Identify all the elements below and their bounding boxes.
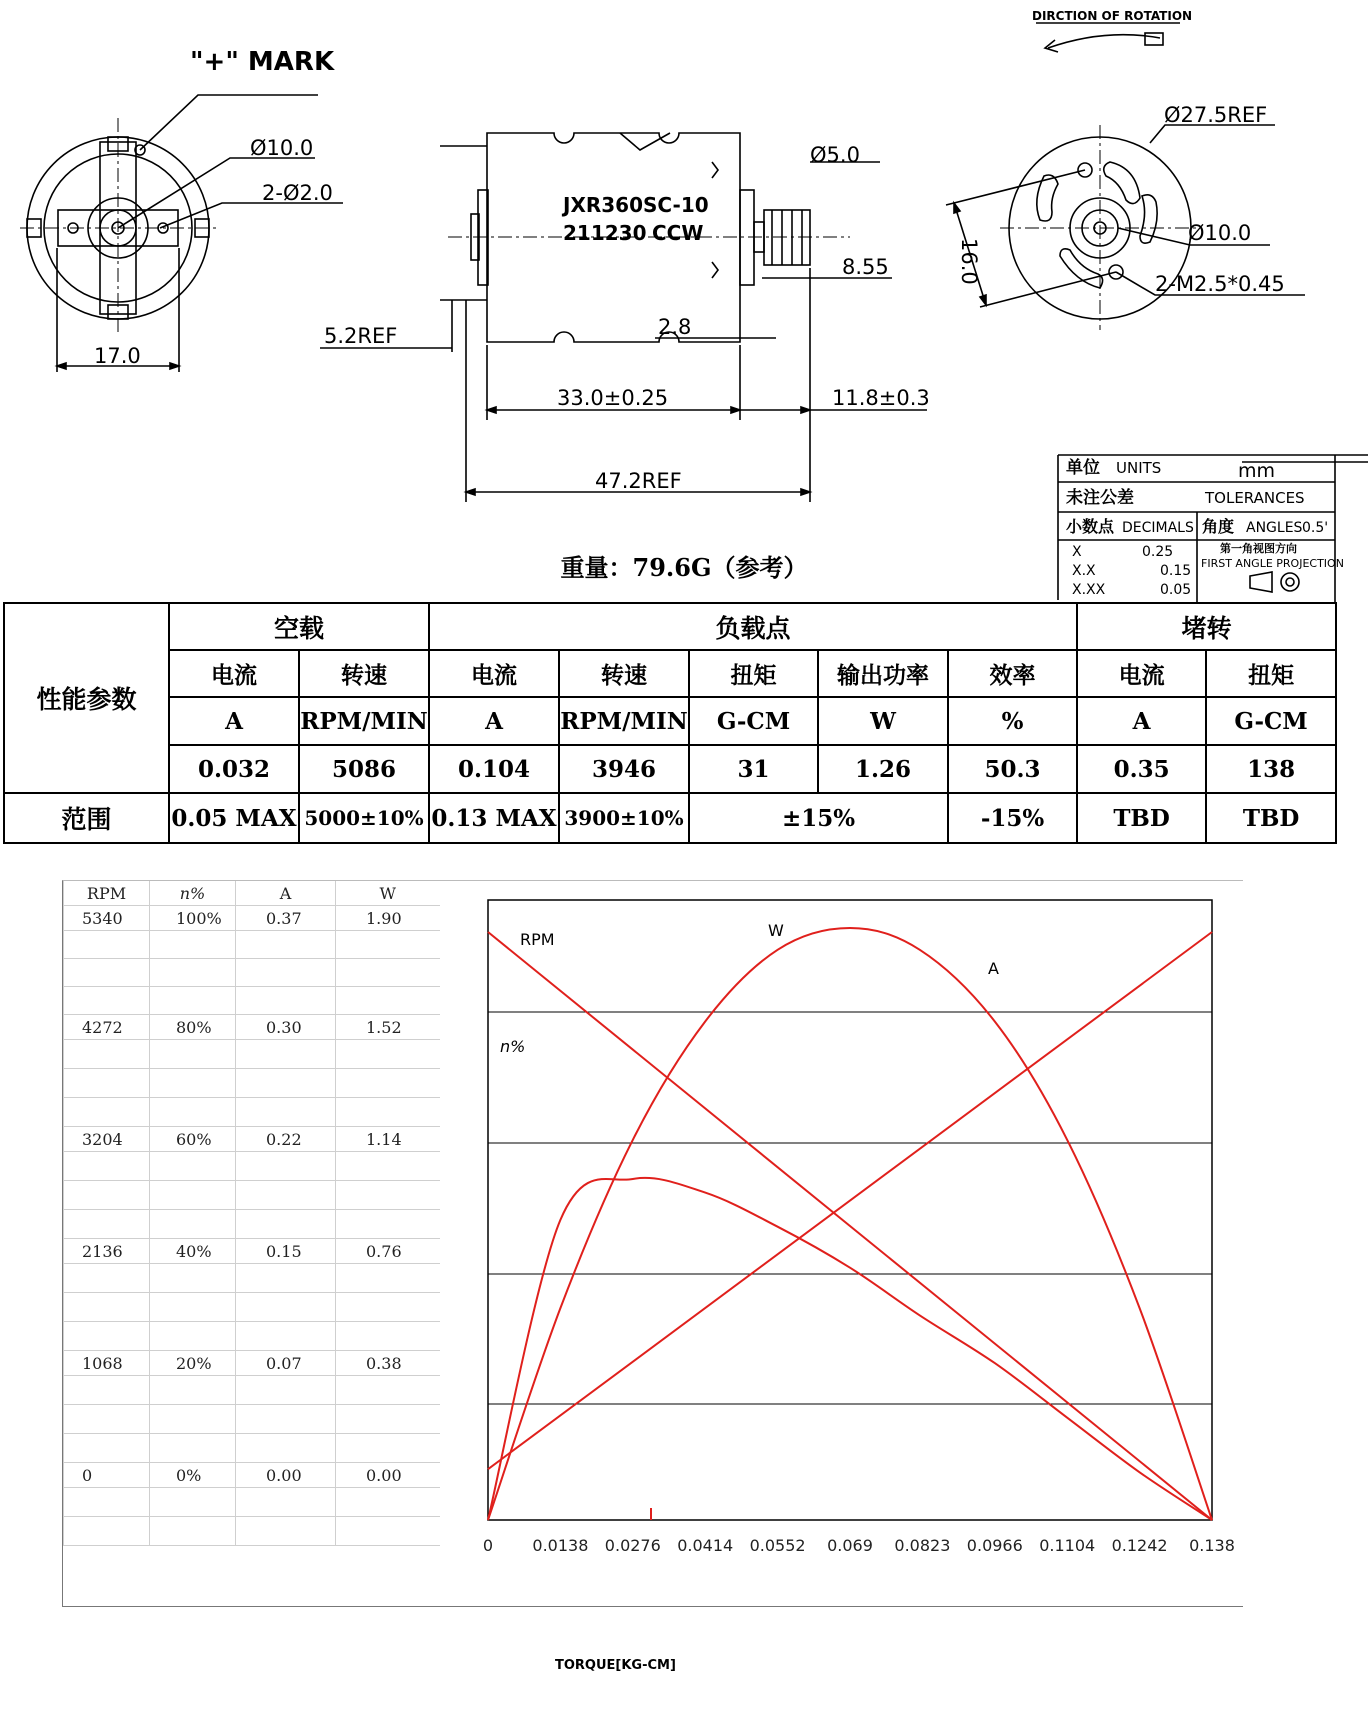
decimals-en: DECIMALS <box>1122 520 1194 536</box>
scale-cell: 5340 <box>64 906 150 931</box>
scale-cell: 80% <box>150 1015 236 1040</box>
curve-rpm <box>488 932 1212 1520</box>
range-cell: TBD <box>1206 793 1336 843</box>
header-cell: 扭矩 <box>689 650 818 697</box>
range-cell: 5000±10% <box>299 793 429 843</box>
range-cell: TBD <box>1077 793 1206 843</box>
tolerance-cn: 未注公差 <box>1066 488 1134 508</box>
angles-cn: 角度 <box>1202 517 1235 536</box>
front-hub-dim: Ø10.0 <box>250 136 314 160</box>
header-cell: 电流 <box>169 650 299 697</box>
value-cell: 5086 <box>299 745 429 793</box>
series-label-w: W <box>768 921 784 940</box>
value-cell: 0.104 <box>429 745 559 793</box>
value-cell: 3946 <box>559 745 689 793</box>
header-cell: 输出功率 <box>818 650 948 697</box>
units-value: mm <box>1238 460 1276 482</box>
scale-header-cell: n% <box>150 881 236 906</box>
scale-cell: 0% <box>150 1463 236 1488</box>
scale-cell: 1068 <box>64 1351 150 1376</box>
performance-table <box>3 602 1337 844</box>
scale-cell: 0.37 <box>236 906 336 931</box>
rear-spacing-dim: 16.0 <box>957 238 981 285</box>
series-label-rpm: RPM <box>520 930 555 949</box>
tol-key-x: X <box>1072 544 1082 560</box>
scale-cell: 0.00 <box>336 1463 440 1488</box>
group-stall: 堵转 <box>1077 603 1336 650</box>
value-cell: 0.35 <box>1077 745 1206 793</box>
scale-cell: 0.76 <box>336 1239 440 1264</box>
code-text: 211230 <box>563 221 647 245</box>
units-en: UNITS <box>1116 459 1162 477</box>
scale-cell: 0.30 <box>236 1015 336 1040</box>
scale-cell: 0.00 <box>236 1463 336 1488</box>
scale-cell: 40% <box>150 1239 236 1264</box>
scale-cell: 4272 <box>64 1015 150 1040</box>
x-axis-label: TORQUE[KG-CM] <box>555 1658 676 1673</box>
tol-key-xx: X.X <box>1072 563 1096 579</box>
plot-border <box>488 900 1212 1520</box>
tol-val-xxx: 0.05 <box>1160 582 1192 598</box>
direction-text: CCW <box>652 221 704 245</box>
unit-cell: A <box>429 697 559 745</box>
header-cell: 扭矩 <box>1206 650 1336 697</box>
tol-key-xxx: X.XX <box>1072 582 1106 598</box>
unit-cell: % <box>948 697 1077 745</box>
x-tick-label: 0.1242 <box>1111 1536 1168 1555</box>
rotation-arrow <box>1036 23 1180 52</box>
scale-cell: 0.15 <box>236 1239 336 1264</box>
scale-cell: 1.14 <box>336 1127 440 1152</box>
dim-total-length: 47.2REF <box>595 469 682 493</box>
value-cell: 31 <box>689 745 818 793</box>
dim-shaft-length: 11.8±0.3 <box>832 386 930 410</box>
units-cn: 单位 <box>1066 458 1100 478</box>
scale-cell: 60% <box>150 1127 236 1152</box>
range-cell: -15% <box>948 793 1077 843</box>
range-cell: 0.05 MAX <box>169 793 299 843</box>
angles-value: 0.5' <box>1302 520 1329 536</box>
scale-cell: 100% <box>150 906 236 931</box>
x-tick-label: 0.069 <box>827 1536 873 1555</box>
rotation-label: DIRCTION OF ROTATION <box>1032 9 1193 23</box>
tol-val-xx: 0.15 <box>1160 563 1192 579</box>
unit-cell: G-CM <box>1206 697 1336 745</box>
scale-header-cell: RPM <box>64 881 150 906</box>
rear-hub-dim: Ø10.0 <box>1188 221 1252 245</box>
header-cell: 电流 <box>429 650 559 697</box>
front-width-dim: 17.0 <box>94 344 141 368</box>
x-tick-label: 0.0966 <box>966 1536 1023 1555</box>
scale-cell: 0.38 <box>336 1351 440 1376</box>
decimals-cn: 小数点 <box>1066 517 1115 536</box>
shaft-diameter-dim: Ø5.0 <box>810 143 860 167</box>
x-tick-label: 0.1104 <box>1039 1536 1096 1555</box>
scale-header-cell: A <box>236 881 336 906</box>
range-cell: ±15% <box>689 793 948 843</box>
tolerance-en: TOLERANCES <box>1205 489 1305 507</box>
angles-en: ANGLES <box>1246 520 1303 536</box>
group-no-load: 空载 <box>169 603 429 650</box>
unit-cell: G-CM <box>689 697 818 745</box>
unit-cell: A <box>169 697 299 745</box>
scale-cell: 1.52 <box>336 1015 440 1040</box>
scale-header-cell: W <box>336 881 440 906</box>
scale-cell: 3204 <box>64 1127 150 1152</box>
header-cell: 转速 <box>299 650 429 697</box>
unit-cell: RPM/MIN <box>559 697 689 745</box>
series-label-npct: n% <box>500 1037 526 1056</box>
projection-en: FIRST ANGLE PROJECTION <box>1201 557 1344 570</box>
model-text: JXR360SC-10 <box>563 193 709 217</box>
x-tick-label: 0.0276 <box>604 1536 661 1555</box>
dim-5-2ref: 5.2REF <box>324 324 398 348</box>
side-view <box>320 133 927 502</box>
range-cell: 0.13 MAX <box>429 793 559 843</box>
x-tick-label: 0.0552 <box>749 1536 806 1555</box>
rear-screws-dim: 2-M2.5*0.45 <box>1155 272 1285 296</box>
weight-note: 重量：79.6G（参考） <box>560 553 808 582</box>
header-cell: 效率 <box>948 650 1077 697</box>
front-holes-dim: 2-Ø2.0 <box>262 181 333 205</box>
unit-cell: A <box>1077 697 1206 745</box>
dim-8-55: 8.55 <box>842 255 889 279</box>
header-cell: 电流 <box>1077 650 1206 697</box>
scale-cell: 0 <box>64 1463 150 1488</box>
scale-cell: 2136 <box>64 1239 150 1264</box>
x-tick-label: 0.0823 <box>894 1536 951 1555</box>
tol-val-x: 0.25 <box>1142 544 1174 560</box>
projection-cn: 第一角视图方向 <box>1220 542 1297 555</box>
curve-npct <box>488 1178 1212 1520</box>
unit-cell: RPM/MIN <box>299 697 429 745</box>
rear-outer-dim: Ø27.5REF <box>1164 103 1268 127</box>
scale-cell: 1.90 <box>336 906 440 931</box>
dim-2-8: 2.8 <box>658 315 692 339</box>
perf-label: 性能参数 <box>4 603 169 793</box>
unit-cell: W <box>818 697 948 745</box>
group-load-point: 负载点 <box>429 603 1077 650</box>
value-cell: 50.3 <box>948 745 1077 793</box>
x-tick-label: 0.0138 <box>532 1536 589 1555</box>
range-cell: 3900±10% <box>559 793 689 843</box>
value-cell: 138 <box>1206 745 1336 793</box>
plus-mark-label: "+" MARK <box>190 47 335 77</box>
x-tick-label: 0 <box>482 1536 494 1555</box>
performance-chart <box>0 880 1368 1580</box>
x-tick-label: 0.0414 <box>677 1536 734 1555</box>
scale-cell: 20% <box>150 1351 236 1376</box>
x-tick-label: 0.138 <box>1189 1536 1235 1555</box>
scale-cell: 0.22 <box>236 1127 336 1152</box>
curve-a <box>488 932 1212 1469</box>
range-label: 范围 <box>4 793 169 843</box>
scale-cell: 0.07 <box>236 1351 336 1376</box>
value-cell: 1.26 <box>818 745 948 793</box>
dim-body-length: 33.0±0.25 <box>557 386 669 410</box>
value-cell: 0.032 <box>169 745 299 793</box>
header-cell: 转速 <box>559 650 689 697</box>
series-label-a: A <box>988 959 999 978</box>
